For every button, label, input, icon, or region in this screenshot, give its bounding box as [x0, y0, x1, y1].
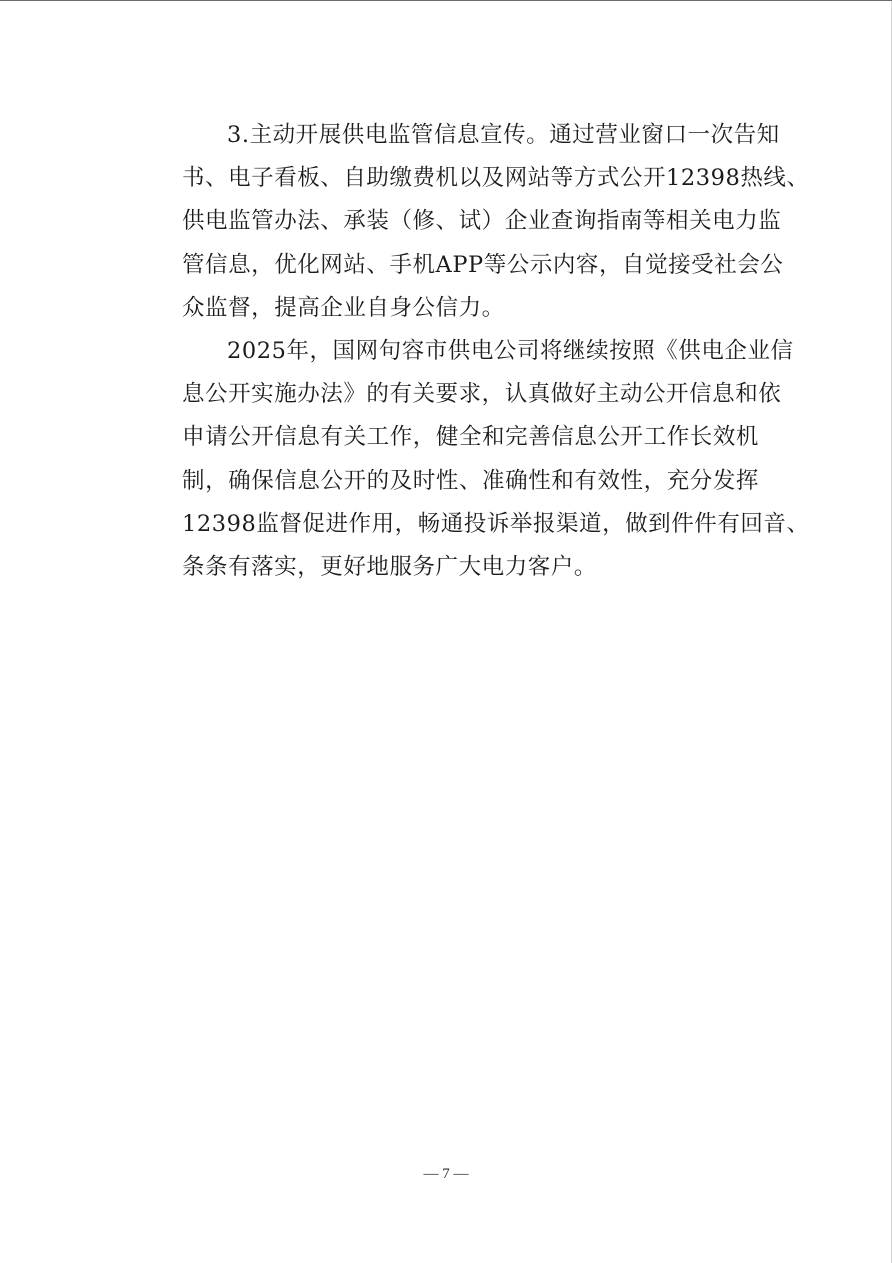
- text-line: 12398监督促进作用，畅通投诉举报渠道，做到件件有回音、: [182, 510, 810, 537]
- text-line: 条条有落实，更好地服务广大电力客户。: [182, 554, 597, 581]
- document-body: [137, 114, 810, 589]
- text-line: 供电监管办法、承装（修、试）企业查询指南等相关电力监: [182, 208, 782, 235]
- text-line: 2025年，国网句容市供电公司将继续按照《供电企业信: [227, 338, 794, 365]
- text-line: 息公开实施办法》的有关要求，认真做好主动公开信息和依: [182, 381, 782, 408]
- text-line: 书、电子看板、自助缴费机以及网站等方式公开12398热线、: [182, 165, 810, 192]
- text-line: 3.主动开展供电监管信息宣传。通过营业窗口一次告知: [227, 122, 780, 148]
- text-line: 众监督，提高企业自身公信力。: [182, 294, 505, 321]
- paragraph-supervision-publicity: [137, 114, 810, 330]
- paragraph-2025-plan: [137, 330, 810, 589]
- text-line: 管信息，优化网站、手机APP等公示内容，自觉接受社会公: [182, 251, 784, 278]
- page-number: — 7 —: [423, 1166, 469, 1182]
- text-line: 申请公开信息有关工作，健全和完善信息公开工作长效机: [182, 424, 759, 451]
- text-line: 制，确保信息公开的及时性、准确性和有效性，充分发挥: [182, 467, 759, 494]
